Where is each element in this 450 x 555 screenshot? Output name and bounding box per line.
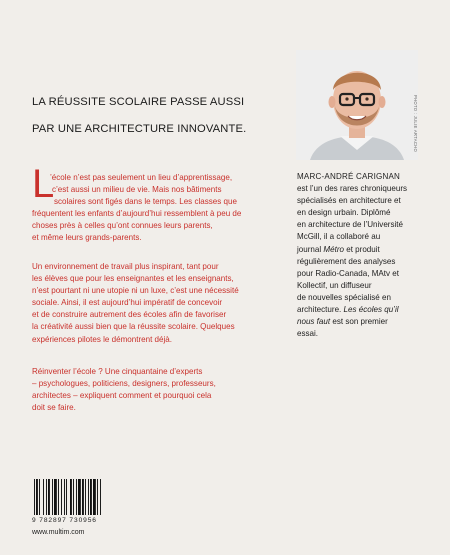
barcode-bar [61,479,62,515]
bio-text: est son premier [330,317,388,327]
intro-line: c’est aussi un milieu de vie. Mais nos bâtiments [52,185,222,195]
barcode-bar [93,479,96,515]
paragraph-two [32,261,282,346]
barcode-bar [85,479,86,515]
author-portrait-illustration [296,50,418,160]
barcode-bar [52,479,53,515]
paragraph-line: la créativité aussi bien que la réussite scolaire. Quelques [32,322,235,332]
paragraph-line: Réinventer l’école ? Une cinquantaine d’experts [32,367,203,376]
author-name: MARC-ANDRÉ CARIGNAN [297,172,401,181]
barcode-bar [90,479,92,515]
barcode-bar [97,479,98,515]
barcode-bar [34,479,35,515]
bio-line: spécialisés en architecture et [297,196,401,206]
barcode-bar [48,479,50,515]
intro-line: ’école n’est pas seulement un lieu d’apprentissage, [50,173,233,182]
paragraph-line: les élèves que pour les enseignantes et les enseignants, [32,274,234,284]
bio-line: en design urbain. Diplômé [297,208,391,218]
website-url: www.multim.com [32,529,85,536]
paragraph-line: n’est pourtant ni une utopie ni un luxe, c’est une nécessité [32,286,239,296]
bio-text: et produit [343,244,380,254]
intro-line: choses près à celles qu’ont connues leurs parents, [32,221,213,231]
paragraph-line: doit se faire. [32,403,76,413]
bio-line: McGill, il a collaboré au [297,232,381,242]
barcode-bar [82,479,84,515]
intro-line: scolaires sont figés dans le temps. Les classes que [54,197,237,207]
bio-line: Kollectif, un diffuseur [297,280,372,290]
bio-text: journal [297,244,324,254]
photo-credit: PHOTO : JULIE ARTACHO [413,95,418,153]
barcode-bar [78,479,81,515]
barcode-bar [64,479,65,515]
barcode-bar [43,479,44,515]
barcode-bar [66,479,67,515]
drop-cap-letter: L [32,162,55,206]
barcode-bar [46,479,47,515]
barcode-bar [58,479,59,515]
barcode-bar [100,479,101,515]
bio-line [297,244,422,256]
barcode-bar [88,479,89,515]
bio-line: essai. [297,329,319,339]
bio-text: architecture. [297,305,344,315]
barcode-bar [39,479,40,515]
bio-line: en architecture de l’Université [297,220,404,230]
book-title: Les écoles qu’il [343,305,399,315]
paragraph-line: – psychologues, politiciens, designers, professeurs, [32,379,216,389]
isbn-number: 9 782897 730956 [32,517,97,524]
bio-line: de nouvelles spécialisé en [297,292,391,302]
barcode-bar [73,479,74,515]
bio-line: est l’un des rares chroniqueurs [297,184,408,194]
intro-line: et même leurs grands-parents. [32,233,142,243]
author-photo [296,50,418,160]
headline [32,96,272,150]
paragraph-line: Un environnement de travail plus inspirant, tant pour [32,262,219,271]
paragraph-three [32,366,282,414]
barcode-bar [76,479,77,515]
paragraph-line: expériences pilotes le démontrent déjà. [32,334,173,344]
barcode-bar [36,479,38,515]
barcode-bar [70,479,72,515]
author-bio [297,171,422,340]
newspaper-title: Métro [323,244,344,254]
paragraph-line: architectes – expliquent comment et pourquoi cela [32,391,212,401]
book-title: nous faut [297,317,331,327]
intro-paragraph [32,172,282,245]
bio-line: pour Radio-Canada, MAtv et [297,268,399,278]
headline-line-1: LA RÉUSSITE SCOLAIRE PASSE AUSSI [32,96,245,108]
paragraph-line: et de construire autrement des écoles afin de favoriser [32,310,227,320]
barcode [32,479,124,515]
bio-line [297,316,422,328]
bio-line: régulièrement des analyses [297,256,396,266]
headline-line-2: PAR UNE ARCHITECTURE INNOVANTE. [32,123,247,135]
barcode-bar [54,479,57,515]
intro-line: fréquentent les enfants d’aujourd’hui ressemblent à peu de [32,209,242,219]
bio-line [297,304,422,316]
paragraph-line: sociale. Ainsi, il est aujourd’hui impératif de concevoir [32,298,223,308]
